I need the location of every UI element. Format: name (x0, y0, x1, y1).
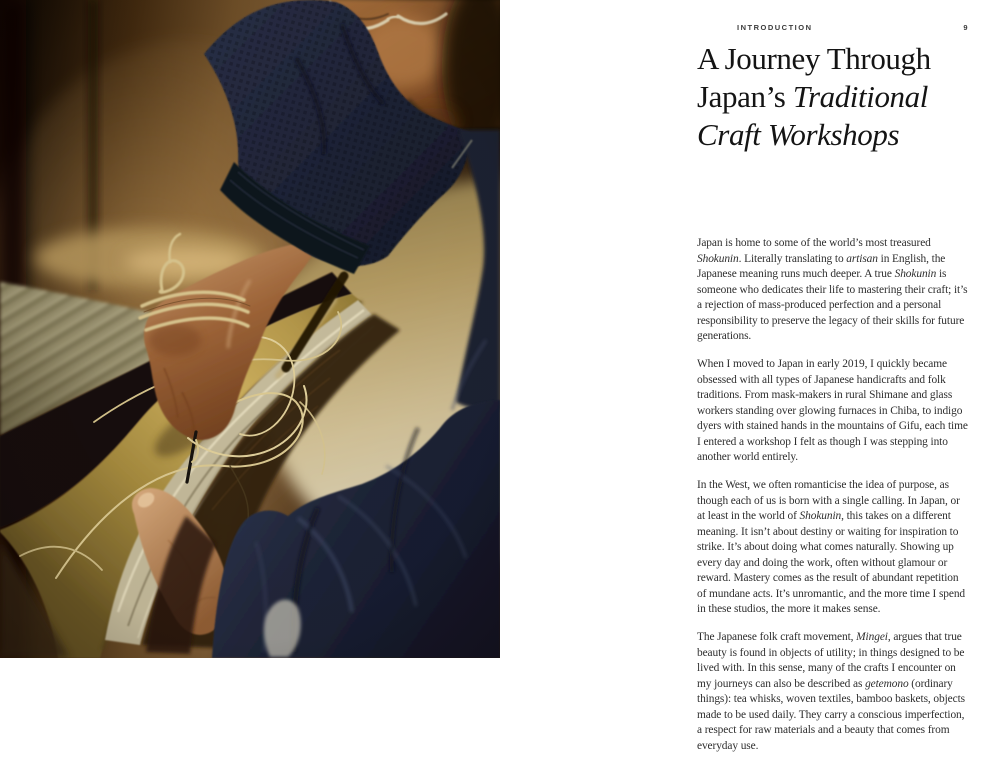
body-paragraph-3: In the West, we often romanticise the idea of purpose, as though each of us is born with a single calling. In Japan, or at least in the world of Shokunin, this takes on a different meaning. It isn’t about destiny or waiting for inspiration to strike. It’s about doing what comes naturally. Showing up every day and doing the work, often without glamour or reward. Mastery comes as the result of abundant repetition of mundane acts. It’s unromantic, and the more time I spend in these studios, the more it makes sense. (697, 479, 966, 615)
running-head (697, 23, 969, 32)
body-paragraph-4: The Japanese folk craft movement, Mingei, argues that true beauty is found in objects of utility; in things designed to be lived with. In this sense, many of the crafts I encounter on my journeys can also be described as getemono (ordinary things): tea whisks, woven textiles, bamboo baskets, objects made to be used daily. They carry a conscious imperfection, a respect for raw materials and a beauty that comes from everyday use. (697, 631, 965, 752)
vignette (0, 0, 500, 658)
left-page-photo (0, 0, 500, 658)
section-label: INTRODUCTION (737, 23, 813, 32)
right-page (500, 0, 1000, 752)
page-title: A Journey Through Japan’s Traditional Craft Workshops (697, 41, 931, 152)
page-number: 9 (963, 23, 969, 32)
body-paragraph-2: When I moved to Japan in early 2019, I quickly became obsessed with all types of Japanese handicrafts and folk traditions. From mask-makers in rural Shimane and glass workers standing over glowing furnaces in Chiba, to indigo dyers with stained hands in the mountains of Gifu, each time I entered a workshop I felt as though I was stepping into another world entirely. (697, 358, 968, 463)
craftsman-photo (0, 0, 500, 658)
body-paragraph-1: Japan is home to some of the world’s most treasured Shokunin. Literally translating to artisan in English, the Japanese meaning runs much deeper. A true Shokunin is someone who dedicates their life to mastering their craft; it’s a rejection of mass-produced perfection and a personal responsibility to preserve the legacy of their skills for future generations. (697, 237, 968, 342)
body-copy (697, 236, 969, 767)
